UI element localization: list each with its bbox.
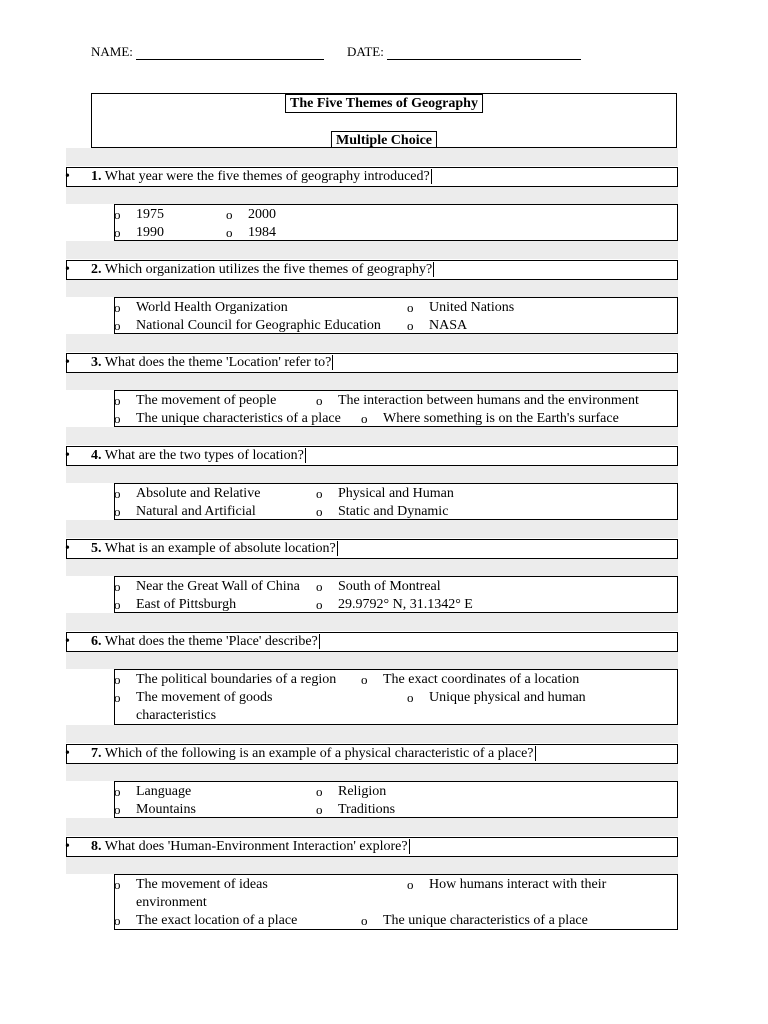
option-marker: o xyxy=(114,579,121,594)
option-7b[interactable]: Religion xyxy=(338,784,387,799)
question-1 xyxy=(66,167,678,187)
band xyxy=(66,651,678,669)
question-text: What does the theme 'Place' describe? xyxy=(104,634,318,649)
option-marker: o xyxy=(114,411,121,426)
band xyxy=(66,465,678,483)
option-marker: o xyxy=(316,597,323,612)
option-marker: o xyxy=(407,877,414,892)
option-6d-continued[interactable]: characteristics xyxy=(136,708,217,723)
option-3b[interactable]: The interaction between humans and the environment xyxy=(338,393,639,408)
option-2c[interactable]: National Council for Geographic Education xyxy=(136,318,381,333)
bullet-icon: • xyxy=(65,634,70,649)
option-marker: o xyxy=(361,672,368,687)
question-5 xyxy=(66,539,678,559)
band xyxy=(66,148,678,166)
option-marker: o xyxy=(114,504,121,519)
question-text: What does 'Human-Environment Interaction' explore? xyxy=(104,839,408,854)
option-marker: o xyxy=(316,784,323,799)
option-2a[interactable]: World Health Organization xyxy=(136,300,288,315)
option-marker: o xyxy=(114,486,121,501)
band xyxy=(66,818,678,836)
bullet-icon: • xyxy=(65,262,70,277)
option-marker: o xyxy=(114,913,121,928)
name-field[interactable] xyxy=(91,44,324,64)
bullet-icon: • xyxy=(65,448,70,463)
question-number: 4. xyxy=(91,448,102,463)
option-5b[interactable]: South of Montreal xyxy=(338,579,441,594)
bullet-icon: • xyxy=(65,839,70,854)
option-5d[interactable]: 29.9792° N, 31.1342° E xyxy=(338,597,473,612)
option-8b[interactable]: How humans interact with their xyxy=(429,877,607,892)
band xyxy=(66,334,678,352)
answer-options-8 xyxy=(114,874,678,930)
option-7d[interactable]: Traditions xyxy=(338,802,396,817)
question-7 xyxy=(66,744,678,764)
band xyxy=(66,725,678,743)
option-6b[interactable]: The exact coordinates of a location xyxy=(383,672,580,687)
option-2b[interactable]: United Nations xyxy=(429,300,515,315)
date-label: DATE: xyxy=(347,44,384,59)
question-number: 5. xyxy=(91,541,102,556)
bullet-icon: • xyxy=(65,746,70,761)
question-number: 6. xyxy=(91,634,102,649)
option-3a[interactable]: The movement of people xyxy=(136,393,277,408)
option-8a[interactable]: The movement of ideas xyxy=(136,877,268,892)
option-marker: o xyxy=(226,207,233,222)
question-number: 7. xyxy=(91,746,102,761)
band xyxy=(66,186,678,204)
question-text: Which organization utilizes the five themes of geography? xyxy=(104,262,433,277)
question-4 xyxy=(66,446,678,466)
question-text: Which of the following is an example of a physical characteristic of a place? xyxy=(104,746,534,761)
option-2d[interactable]: NASA xyxy=(429,318,468,333)
name-blank[interactable] xyxy=(136,45,324,60)
date-blank[interactable] xyxy=(387,45,581,60)
option-3d[interactable]: Where something is on the Earth's surface xyxy=(383,411,619,426)
band xyxy=(66,856,678,874)
option-marker: o xyxy=(407,690,414,705)
option-5a[interactable]: Near the Great Wall of China xyxy=(136,579,300,594)
answer-options-2 xyxy=(114,297,678,334)
page-subtitle: Multiple Choice xyxy=(331,131,437,150)
option-marker: o xyxy=(114,672,121,687)
option-marker: o xyxy=(316,393,323,408)
question-text: What year were the five themes of geography introduced? xyxy=(104,169,430,184)
question-3 xyxy=(66,353,678,373)
option-marker: o xyxy=(114,877,121,892)
question-text: What is an example of absolute location? xyxy=(104,541,336,556)
option-marker: o xyxy=(407,318,414,333)
option-7a[interactable]: Language xyxy=(136,784,192,799)
question-8 xyxy=(66,837,678,857)
option-marker: o xyxy=(316,486,323,501)
option-1c[interactable]: 1990 xyxy=(136,225,164,240)
answer-options-5 xyxy=(114,576,678,613)
option-8c[interactable]: The exact location of a place xyxy=(136,913,298,928)
bullet-icon: • xyxy=(65,541,70,556)
answer-options-3 xyxy=(114,390,678,427)
page-title: The Five Themes of Geography xyxy=(285,94,483,113)
band xyxy=(66,558,678,576)
option-marker: o xyxy=(114,784,121,799)
band xyxy=(66,279,678,297)
option-5c[interactable]: East of Pittsburgh xyxy=(136,597,237,612)
question-number: 2. xyxy=(91,262,102,277)
option-7c[interactable]: Mountains xyxy=(136,802,196,817)
question-text: What are the two types of location? xyxy=(104,448,304,463)
option-marker: o xyxy=(226,225,233,240)
option-marker: o xyxy=(361,913,368,928)
option-marker: o xyxy=(114,225,121,240)
question-number: 3. xyxy=(91,355,102,370)
option-4c[interactable]: Natural and Artificial xyxy=(136,504,256,519)
option-8d[interactable]: The unique characteristics of a place xyxy=(383,913,588,928)
question-number: 8. xyxy=(91,839,102,854)
answer-options-1 xyxy=(114,204,678,241)
band xyxy=(66,241,678,259)
option-marker: o xyxy=(114,690,121,705)
option-6c[interactable]: The movement of goods xyxy=(136,690,273,705)
option-4d[interactable]: Static and Dynamic xyxy=(338,504,449,519)
option-marker: o xyxy=(114,300,121,315)
band xyxy=(66,372,678,390)
bullet-icon: • xyxy=(65,169,70,184)
option-marker: o xyxy=(114,318,121,333)
band xyxy=(66,520,678,538)
option-3c[interactable]: The unique characteristics of a place xyxy=(136,411,341,426)
option-marker: o xyxy=(407,300,414,315)
option-marker: o xyxy=(114,597,121,612)
bullet-icon: • xyxy=(65,355,70,370)
option-marker: o xyxy=(114,393,121,408)
question-6 xyxy=(66,632,678,652)
band xyxy=(66,763,678,781)
option-1a[interactable]: 1975 xyxy=(136,207,164,222)
option-4b[interactable]: Physical and Human xyxy=(338,486,454,501)
option-6d[interactable]: Unique physical and human xyxy=(429,690,586,705)
name-label: NAME: xyxy=(91,44,133,59)
band xyxy=(66,427,678,445)
question-text: What does the theme 'Location' refer to? xyxy=(104,355,332,370)
option-marker: o xyxy=(114,802,121,817)
option-marker: o xyxy=(316,802,323,817)
option-marker: o xyxy=(114,207,121,222)
date-field[interactable] xyxy=(347,44,581,64)
band xyxy=(66,613,678,631)
option-1b[interactable]: 2000 xyxy=(248,207,276,222)
title-box xyxy=(91,93,677,148)
option-4a[interactable]: Absolute and Relative xyxy=(136,486,261,501)
option-6a[interactable]: The political boundaries of a region xyxy=(136,672,337,687)
answer-options-6 xyxy=(114,669,678,725)
option-1d[interactable]: 1984 xyxy=(248,225,276,240)
answer-options-4 xyxy=(114,483,678,520)
option-8b-continued[interactable]: environment xyxy=(136,895,207,910)
answer-options-7 xyxy=(114,781,678,818)
option-marker: o xyxy=(316,504,323,519)
option-marker: o xyxy=(361,411,368,426)
question-number: 1. xyxy=(91,169,102,184)
question-2 xyxy=(66,260,678,280)
option-marker: o xyxy=(316,579,323,594)
